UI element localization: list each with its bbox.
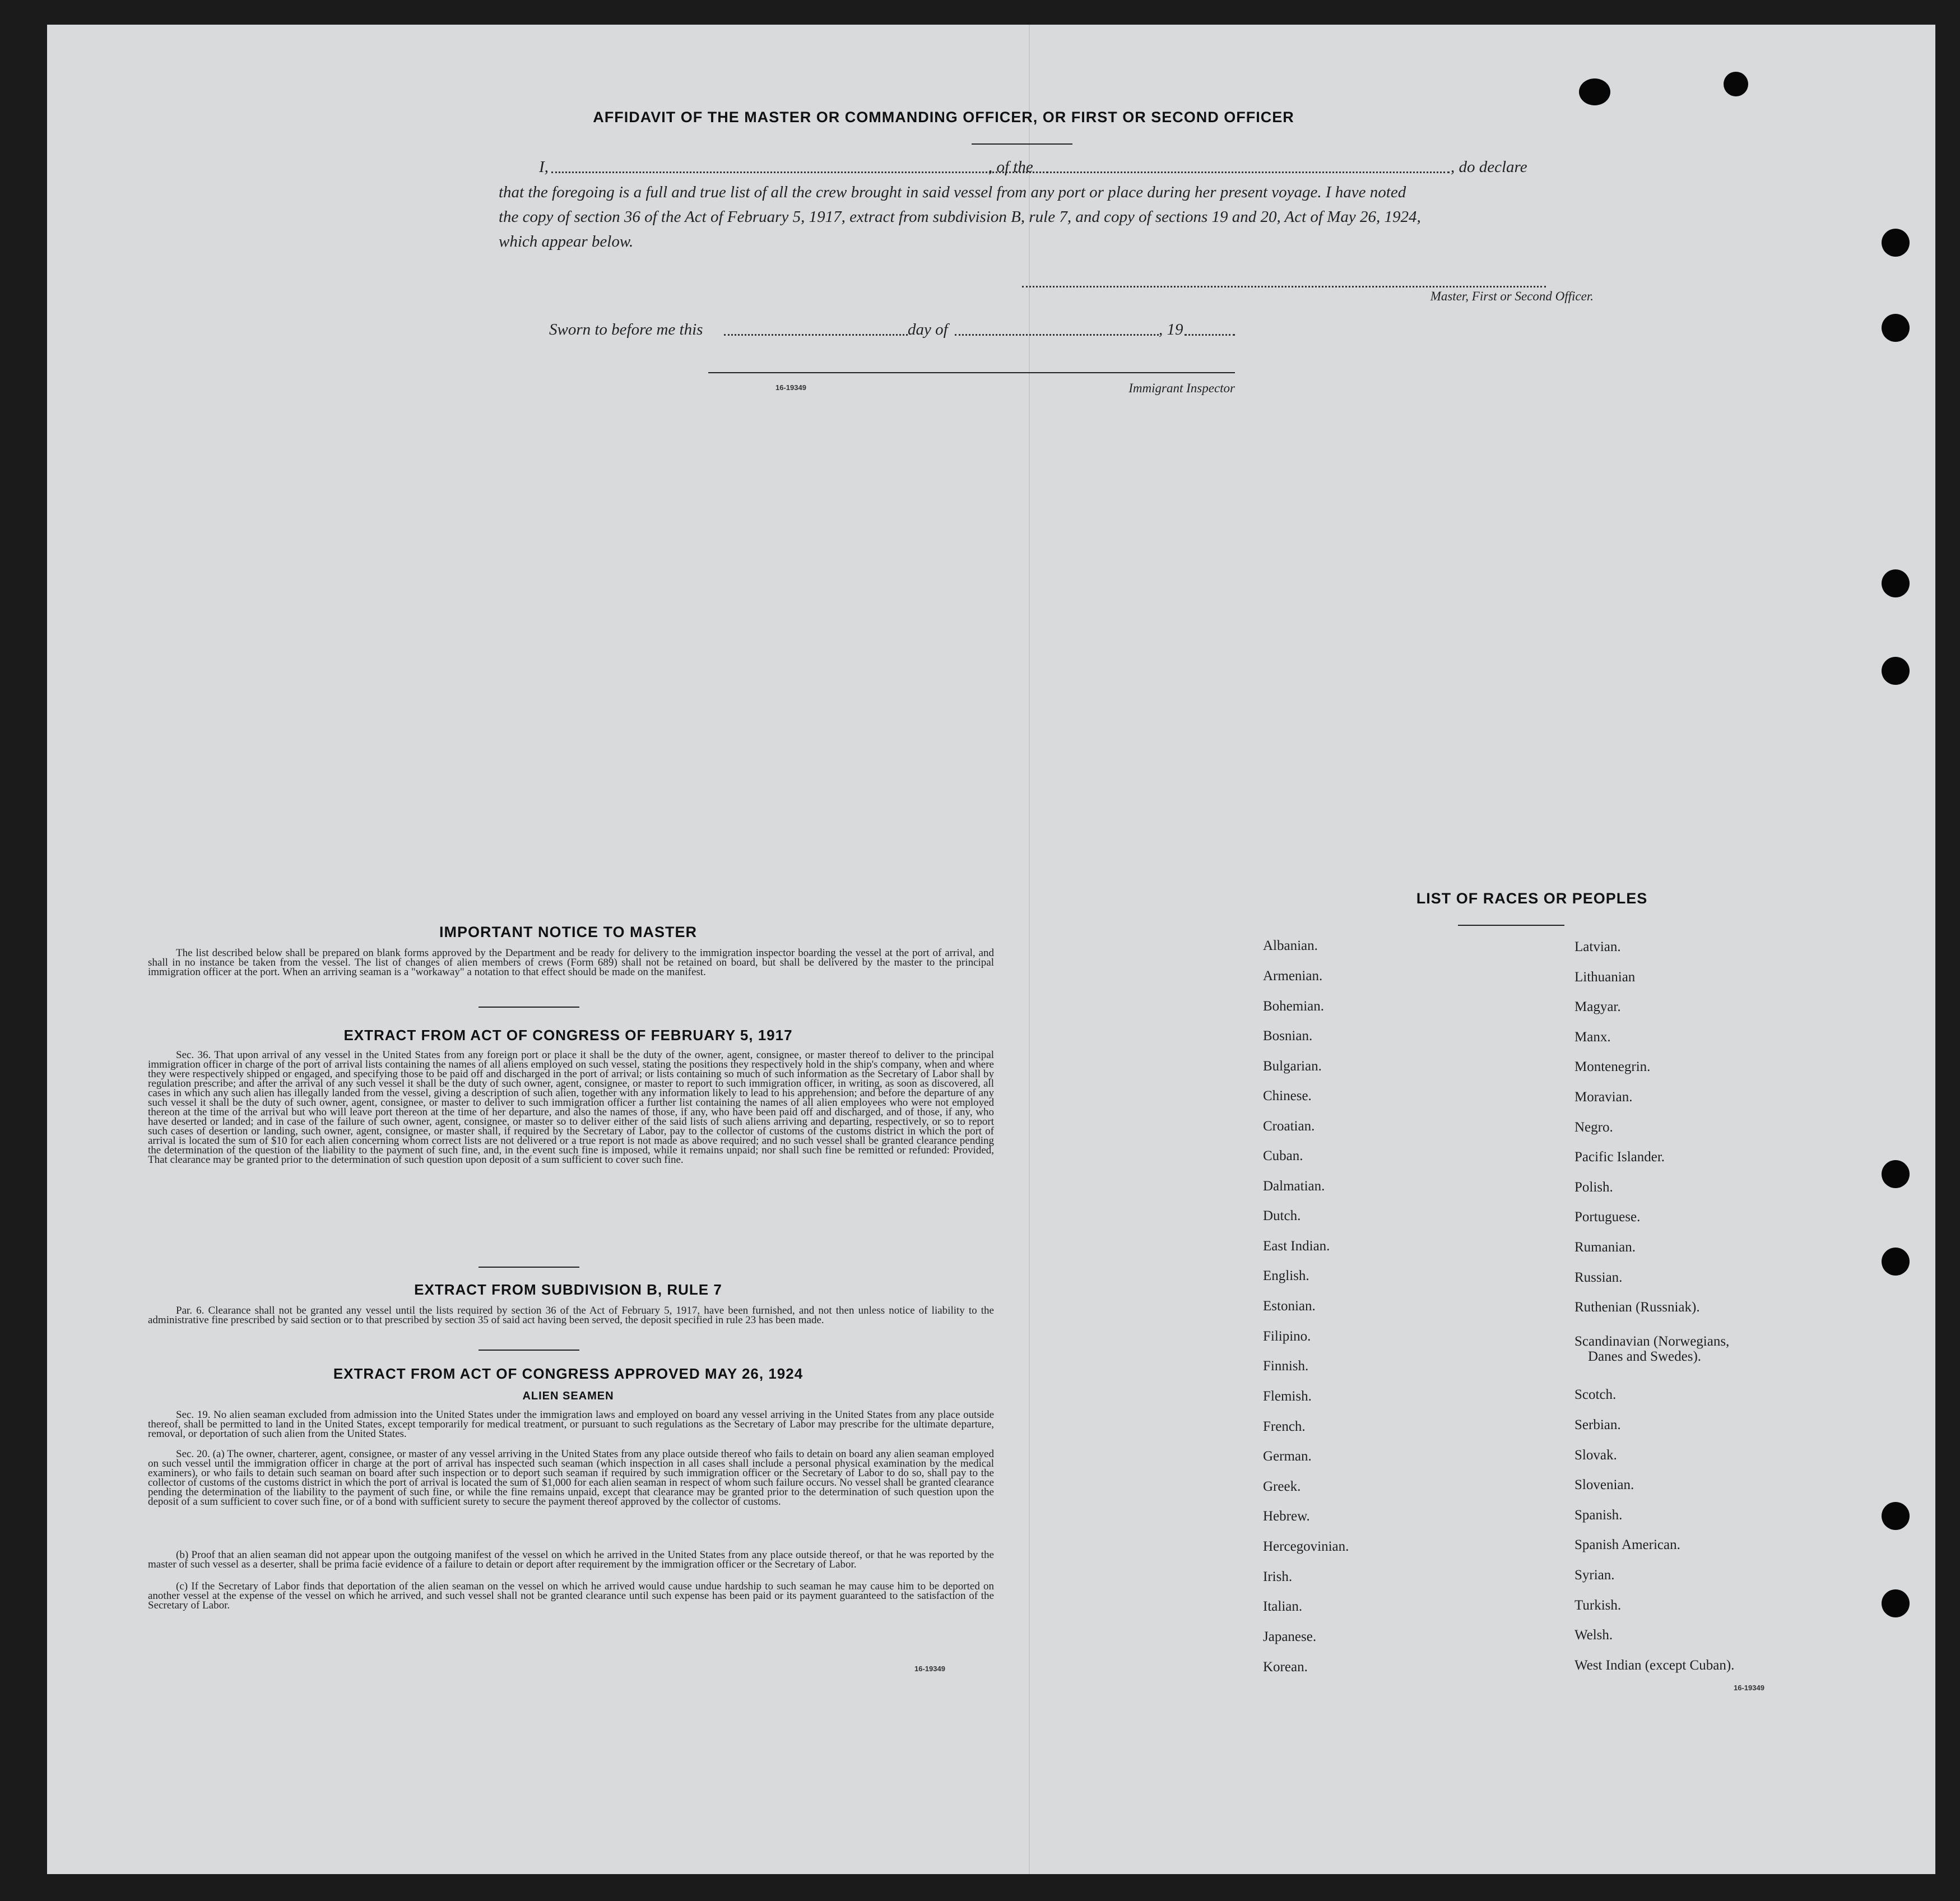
race-right-20: Spanish American. [1574, 1537, 1680, 1552]
extract-1917-rule [479, 1267, 579, 1268]
extract-1924-title: EXTRACT FROM ACT OF CONGRESS APPROVED MAY 26, 1924 [333, 1365, 803, 1382]
extract-1924-sec20a: Sec. 20. (a) The owner, charterer, agent, consignee, or master of any vessel arriving in the United States from any place outside thereof who fails to detain on board any alien seaman employed on such vessel until the immigration officer in charge at the port of arrival has inspected such seaman (which inspection in all cases shall include a personal physical examination by the medical examiners), or who fails to detain such seaman on board after such inspection or to deport such seaman if required by such immigration officer or the Secretary of Labor to do so, shall pay to the collector of customs of the customs district in which the port of arrival is located the sum of $1,000 for each alien seaman in respect of whom such failure occurs. No vessel shall be granted clearance pending the determination of the liability to the payment of such fine, or while the fine remains unpaid, except that clearance may be granted prior to the determination of such question upon the deposit of a sum sufficient to cover such fine, or of a bond with sufficient surety to secure the payment thereof approved by the collector of customs. [148, 1448, 994, 1508]
extract-1917-text: Sec. 36. That upon arrival of any vessel in the United States from any foreign port or place it shall be the duty of the owner, agent, consignee, or master thereof to deliver to the principal immigration officer in charge of the port of arrival lists containing the names of all aliens employed on such vessel, stating the positions they respectively hold in the ship's company, when and where they were respectively shipped or engaged, and specifying those to be paid off and discharged in the port of arrival; or lists containing so much of such information as the Secretary of Labor shall by regulation prescribe; and after the arrival of any such vessel it shall be the duty of such owner, agent, consignee, or master to report to such immigration officer, in writing, as soon as discovered, all cases in which any such alien has illegally landed from the vessel, giving a description of such alien, together with any information likely to lead to his apprehension; and before the departure of any such vessel it shall be the duty of such owner, agent, consignee, or master to deliver to such immigration officer a further list containing the names of all alien employees who were not employed thereon at the time of the arrival but who will leave port thereon at the time of her departure, and also the names of those, if any, who have been paid off and discharged, and of those, if any, who have deserted or landed; and in case of the failure of such owner, agent, consignee, or master so to deliver either of the said lists of such aliens arriving and departing, respectively, or so to report such cases of desertion or landing, such owner, agent, consignee, or master shall, if required by the Secretary of Labor, pay to the collector of customs of the customs district in which the port of arrival is located the sum of $10 for each alien concerning whom correct lists are not delivered or a true report is not made as above required; and no such vessel shall be granted clearance pending the determination of the question of the liability to the payment of such fine, and, in the event such fine is imposed, while it remains unpaid; nor shall such fine be remitted or refunded: Provided, That clearance may be granted prior to the determination of such question upon deposit of a sum sufficient to cover such fine. [148, 1049, 994, 1166]
race-right-9: Portuguese. [1574, 1209, 1641, 1225]
race-left-4: Bulgarian. [1263, 1059, 1322, 1074]
affidavit-form-number: 16-19349 [775, 383, 806, 392]
race-right-15: Scotch. [1574, 1387, 1617, 1402]
center-fold [1029, 25, 1030, 1874]
punch-hole [1882, 569, 1910, 597]
extract-1924-sec20c: (c) If the Secretary of Labor finds that deportation of the alien seaman on the vessel on which he arrived would cause undue hardship to such seaman he may cause him to be deported on another vessel at the expense of the vessel on which he arrived, and such vessel shall not be granted clearance until such expense has been paid or its payment guaranteed to the satisfaction of the Secretary of Labor. [148, 1580, 994, 1611]
race-right-0: Latvian. [1574, 939, 1621, 954]
inspector-signature-line[interactable] [708, 372, 1235, 373]
notice-rule [479, 1007, 579, 1008]
race-left-22: Italian. [1263, 1599, 1303, 1614]
notice-title: IMPORTANT NOTICE TO MASTER [439, 924, 697, 940]
race-left-18: Greek. [1263, 1479, 1301, 1494]
affidavit-i: I, [539, 158, 549, 176]
sworn-date-field[interactable] [724, 334, 908, 336]
race-right-12: Ruthenian (Russniak). [1574, 1300, 1700, 1315]
race-right-16: Serbian. [1574, 1417, 1621, 1432]
race-right-4: Montenegrin. [1574, 1059, 1651, 1074]
punch-hole [1882, 657, 1910, 685]
affidavit-vessel-field[interactable] [1046, 171, 1450, 173]
race-right-8: Polish. [1574, 1180, 1613, 1195]
race-left-19: Hebrew. [1263, 1509, 1310, 1524]
race-left-1: Armenian. [1263, 968, 1323, 984]
race-right-3: Manx. [1574, 1030, 1611, 1045]
punch-hole [1882, 1502, 1910, 1530]
master-signature-label: Master, First or Second Officer. [1430, 289, 1594, 303]
extract-rule7-title: EXTRACT FROM SUBDIVISION B, RULE 7 [414, 1281, 722, 1298]
race-right-6: Negro. [1574, 1120, 1613, 1135]
punch-hole [1882, 1589, 1910, 1617]
race-left-14: Finnish. [1263, 1358, 1309, 1374]
master-signature-field[interactable] [1022, 286, 1546, 288]
race-left-23: Japanese. [1263, 1629, 1317, 1644]
race-right-23: Welsh. [1574, 1628, 1613, 1643]
race-left-7: Cuban. [1263, 1148, 1303, 1163]
affidavit-name-field[interactable] [551, 171, 1044, 173]
race-right-11: Russian. [1574, 1270, 1623, 1285]
race-right-1: Lithuanian [1574, 970, 1636, 985]
race-right-22: Turkish. [1574, 1598, 1622, 1613]
affidavit-do-declare: , do declare [1451, 158, 1527, 176]
notice-text: The list described below shall be prepared on blank forms approved by the Department and be ready for delivery to the immigration inspector boarding the vessel at the port of arrival, and shall in no instance be taken from the vessel. The list of changes of alien members of crews (Form 689) shall not be retained on board, but shall be delivered by the master to the principal immigration officer at the port. When an arriving seaman is a "workaway" a notation to that effect should be made on the manifest. [148, 947, 994, 978]
race-right-17: Slovak. [1574, 1448, 1617, 1463]
affidavit-statement-line4: which appear below. [499, 233, 634, 251]
manifest-sheet [47, 25, 1935, 1874]
extract-1924-subtitle: ALIEN SEAMEN [522, 1390, 614, 1402]
race-right-18: Slovenian. [1574, 1477, 1634, 1492]
affidavit-of-the: , of the [988, 158, 1033, 176]
race-right-2: Magyar. [1574, 999, 1621, 1014]
affidavit-statement-line2: that the foregoing is a full and true list of all the crew brought in said vessel from any port or place during her present voyage. I have noted [499, 183, 1406, 201]
race-left-12: Estonian. [1263, 1299, 1316, 1314]
sworn-day-of: day of [908, 321, 948, 339]
races-title-rule [1458, 925, 1564, 926]
race-left-13: Filipino. [1263, 1329, 1311, 1344]
race-right-14: Danes and Swedes). [1588, 1349, 1702, 1364]
race-right-21: Syrian. [1574, 1568, 1615, 1583]
races-title: LIST OF RACES OR PEOPLES [1416, 890, 1648, 907]
extract-1924-sec19: Sec. 19. No alien seaman excluded from admission into the United States under the immigration laws and employed on board any vessel arriving in the United States from any place outside thereof, shall be permitted to land in the United States, except temporarily for medical treatment, or pursuant to such regulations as the Secretary of Labor may prescribe for the ultimate departure, removal, or deportation of such alien from the United States. [148, 1409, 994, 1440]
race-right-10: Rumanian. [1574, 1240, 1636, 1255]
race-right-19: Spanish. [1574, 1508, 1623, 1523]
race-left-9: Dutch. [1263, 1208, 1301, 1223]
race-left-5: Chinese. [1263, 1088, 1312, 1103]
sworn-month-field[interactable] [955, 334, 1159, 336]
ink-blot [1579, 78, 1610, 105]
race-left-24: Korean. [1263, 1659, 1308, 1675]
extract-rule7-rule [479, 1350, 579, 1351]
affidavit-statement-line3: the copy of section 36 of the Act of February 5, 1917, extract from subdivision B, rule 7, and copy of sections 19 and 20, Act of May 26, 1924, [499, 208, 1421, 226]
race-left-16: French. [1263, 1419, 1306, 1434]
extract-rule7-text: Par. 6. Clearance shall not be granted any vessel until the lists required by section 36 of the Act of February 5, 1917, have been furnished, and not then unless notice of liability to the administrative fine prescribed by said section or to that prescribed by section 35 of said act having been served, the deposit specified in rule 23 has been made. [148, 1305, 994, 1326]
extract-1924-sec20b: (b) Proof that an alien seaman did not appear upon the outgoing manifest of the vessel on which he arrived in the United States from any place outside thereof, or that he was reported by the master of such vessel as a deserter, shall be prima facie evidence of a failure to detain or deport after requirement by the immigration officer or the Secretary of Labor. [148, 1549, 994, 1570]
race-left-17: German. [1263, 1449, 1312, 1464]
sworn-year: , 19 [1159, 321, 1183, 339]
race-left-15: Flemish. [1263, 1389, 1312, 1404]
race-left-20: Hercegovinian. [1263, 1539, 1349, 1554]
affidavit-title: AFFIDAVIT OF THE MASTER OR COMMANDING OFFICER, OR FIRST OR SECOND OFFICER [593, 109, 1294, 126]
extract-1917-title: EXTRACT FROM ACT OF CONGRESS OF FEBRUARY 5, 1917 [343, 1027, 793, 1044]
sworn-year-field[interactable] [1185, 334, 1235, 336]
races-form-number: 16-19349 [1734, 1684, 1764, 1692]
race-left-11: English. [1263, 1268, 1309, 1283]
race-left-2: Bohemian. [1263, 999, 1325, 1014]
punch-hole [1882, 1248, 1910, 1276]
race-left-0: Albanian. [1263, 938, 1318, 953]
race-right-7: Pacific Islander. [1574, 1149, 1665, 1165]
race-left-8: Dalmatian. [1263, 1179, 1325, 1194]
punch-hole [1882, 1160, 1910, 1188]
ink-blot [1724, 72, 1748, 96]
punch-hole [1882, 314, 1910, 342]
race-left-3: Bosnian. [1263, 1028, 1313, 1044]
race-right-5: Moravian. [1574, 1089, 1633, 1105]
race-left-6: Croatian. [1263, 1119, 1315, 1134]
sworn-prefix: Sworn to before me this [549, 321, 703, 339]
inspector-label: Immigrant Inspector [1128, 381, 1235, 395]
race-right-24: West Indian (except Cuban). [1574, 1658, 1735, 1673]
punch-hole [1882, 229, 1910, 257]
race-left-10: East Indian. [1263, 1239, 1330, 1254]
race-right-13: Scandinavian (Norwegians, [1574, 1334, 1730, 1349]
extract-form-number: 16-19349 [914, 1664, 945, 1673]
affidavit-title-rule [972, 143, 1072, 145]
race-left-21: Irish. [1263, 1569, 1293, 1584]
